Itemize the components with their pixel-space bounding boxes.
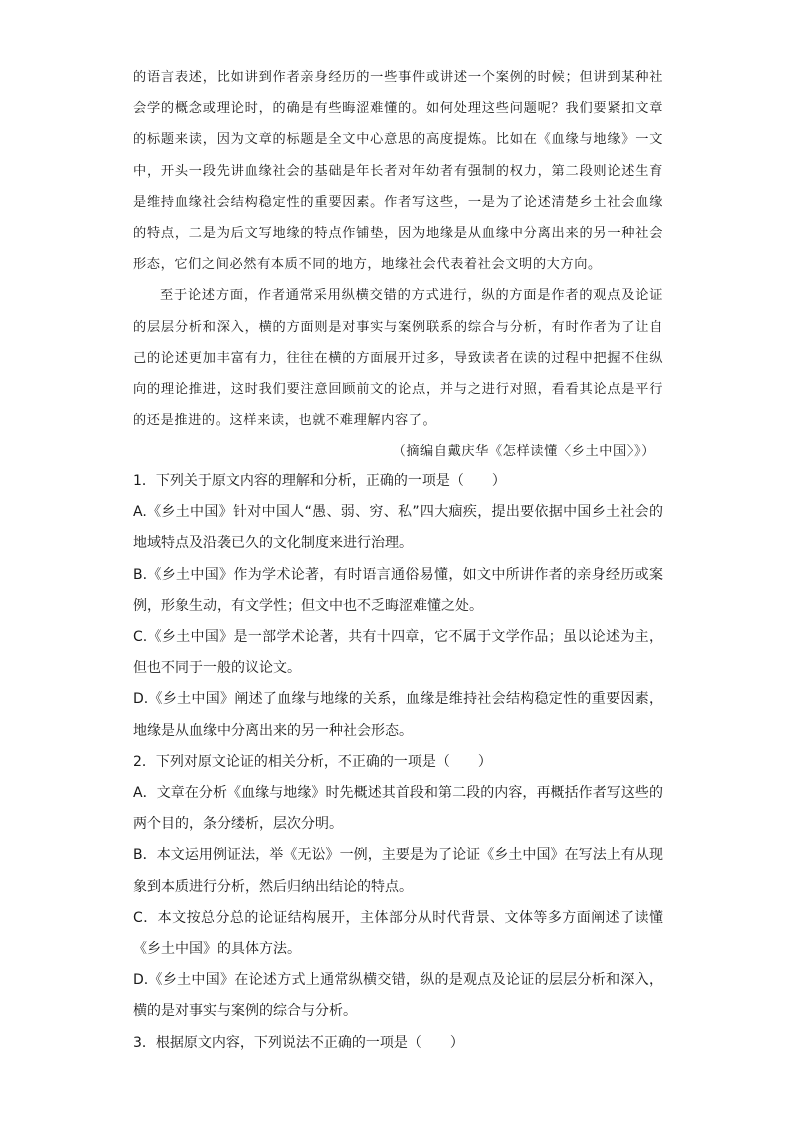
question-2-option-a: A．文章在分析《血缘与地缘》时先概述其首段和第二段的内容，再概括作者写这些的两个目的，条分缕析，层次分明。	[133, 785, 663, 833]
passage-source-citation: （摘编自戴庆华《怎样读懂〈乡土中国〉》）	[392, 444, 655, 460]
question-2-option-d: D.《乡土中国》在论述方式上通常纵横交错，纵的是观点及论证的层层分析和深入，横的是对事实与案例的综合与分析。	[133, 972, 663, 1020]
question-1-option-b: B.《乡土中国》作为学术论著，有时语言通俗易懂，如文中所讲作者的亲身经历或案例，形象生动，有文学性；但文中也不乏晦涩难懂之处。	[133, 566, 663, 614]
question-1-stem: 1．下列关于原文内容的理解和分析，正确的一项是（ ）	[133, 473, 506, 489]
passage-paragraph-1: 的语言表述，比如讲到作者亲身经历的一些事件或讲述一个案例的时候；但讲到某种社会学的概念或理论时，的确是有些晦涩难懂的。如何处理这些问题呢？我们要紧扣文章的标题来读，因为文章的标题是全文中心意思的高度提炼。比如在《血缘与地缘》一文中，开头一段先讲血缘社会的基础是年长者对年幼者有强制的权力，第二段则论述生育是维持血缘社会结构稳定性的重要因素。作者写这些，一是为了论述清楚乡土社会血缘的特点，二是为后文写地缘的特点作铺垫，因为地缘是从血缘中分离出来的另一种社会形态，它们之间必然有本质不同的地方，地缘社会代表着社会文明的大方向。	[133, 70, 663, 273]
question-section	[133, 466, 663, 1059]
question-2-option-c: C．本文按总分总的论证结构展开，主体部分从时代背景、文体等多方面阐述了读懂《乡土中国》的具体方法。	[133, 909, 663, 958]
reading-passage	[133, 62, 663, 468]
question-1-option-d: D.《乡土中国》阐述了血缘与地缘的关系，血缘是维持社会结构稳定性的重要因素，地缘是从血缘中分离出来的另一种社会形态。	[133, 691, 663, 739]
passage-paragraph-2: 至于论述方面，作者通常采用纵横交错的方式进行，纵的方面是作者的观点及论证的层层分析和深入，横的方面则是对事实与案例联系的综合与分析，有时作者为了让自己的论述更加丰富有力，往往在横的方面展开过多，导致读者在读的过程中把握不住纵向的理论推进，这时我们要注意回顾前文的论点，并与之进行对照，看看其论点是平行的还是推进的。这样来读，也就不难理解内容了。	[133, 288, 663, 429]
question-2-option-b: B．本文运用例证法，举《无讼》一例，主要是为了论证《乡土中国》在写法上有从现象到本质进行分析，然后归纳出结论的特点。	[133, 847, 663, 895]
question-1-option-a: A.《乡土中国》针对中国人“愚、弱、穷、私”四大痼疾，提出要依据中国乡土社会的地域特点及沿袭已久的文化制度来进行治理。	[133, 504, 663, 552]
question-2-stem: 2．下列对原文论证的相关分析，不正确的一项是（ ）	[133, 753, 492, 770]
question-1-option-c: C.《乡土中国》是一部学术论著，共有十四章，它不属于文学作品；虽以论述为主，但也不同于一般的议论文。	[133, 629, 663, 677]
question-3-stem: 3．根据原文内容，下列说法不正确的一项是（ ）	[133, 1034, 464, 1051]
